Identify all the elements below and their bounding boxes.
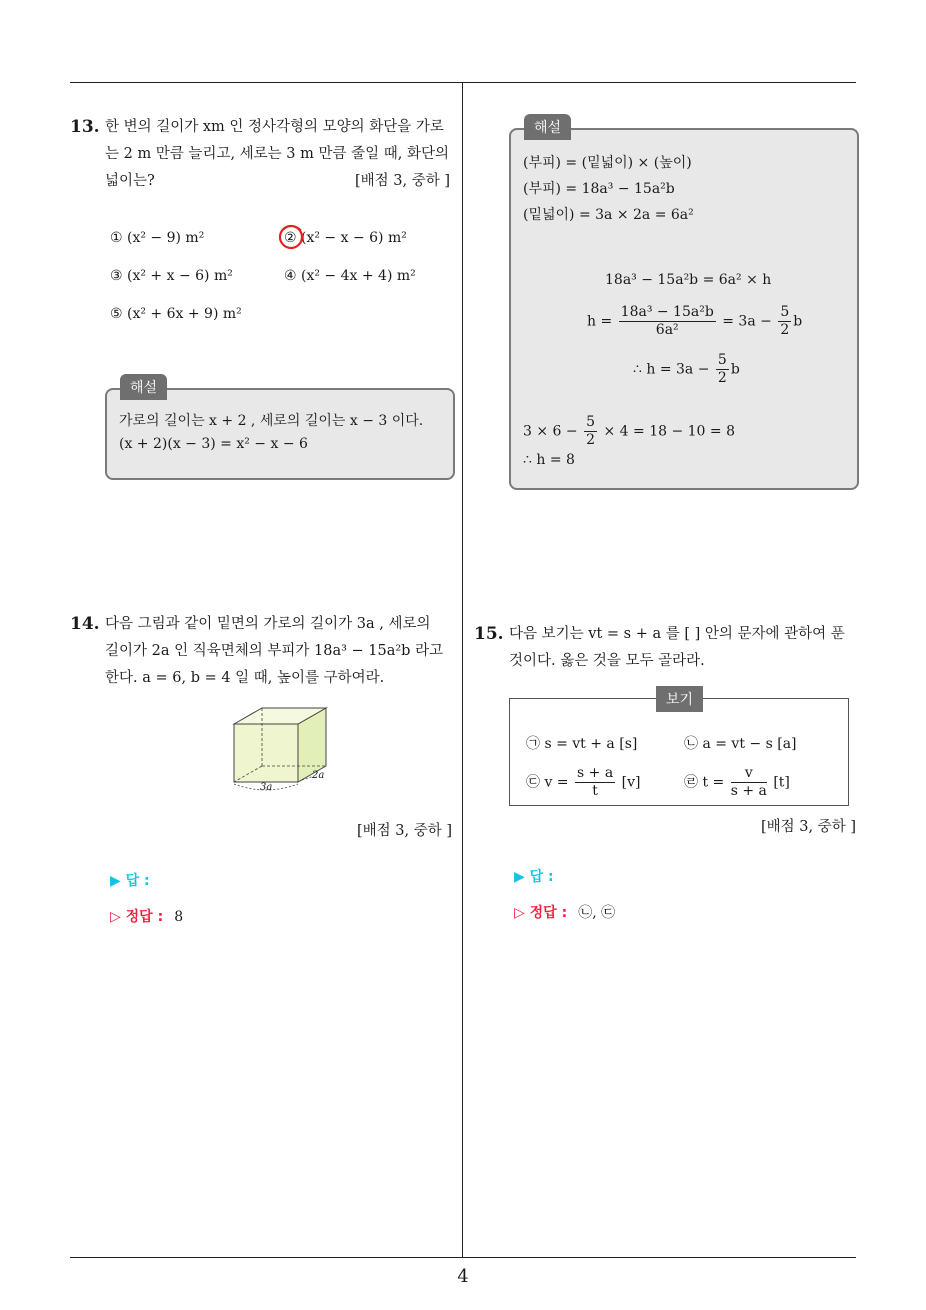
equation-part: h = [587, 313, 613, 330]
denominator: 2 [586, 432, 596, 448]
question-text-line: 넓이는? [105, 173, 155, 189]
score-label: [배점 3, 중하 ] [356, 823, 452, 839]
solution-box [105, 388, 455, 480]
answer-label: ▶ 답 : [110, 873, 150, 889]
equation [587, 304, 802, 339]
fraction [778, 304, 791, 339]
item-part: ㉣ t = [684, 774, 725, 791]
bogi-item [526, 765, 640, 800]
denominator: s + a [730, 783, 767, 799]
page-number: 4 [457, 1266, 469, 1287]
solution-line: (부피) = 18a³ − 15a²b [523, 181, 675, 197]
denominator: 2 [780, 322, 790, 338]
solution-tag: 해설 [120, 374, 167, 400]
correct-answer [514, 902, 615, 922]
score-label: [배점 3, 중하 ] [354, 173, 450, 189]
bogi-item: ㉡ a = vt − s [a] [684, 736, 797, 752]
fraction [575, 765, 615, 800]
equation: ∴ h = 8 [523, 452, 575, 468]
equation-part: ∴ h = 3a − [633, 361, 710, 378]
bottom-rule [70, 1257, 856, 1258]
answer-input[interactable] [180, 866, 440, 890]
cuboid-figure [228, 704, 338, 796]
top-rule [70, 82, 856, 83]
bogi-tag: 보기 [656, 686, 703, 712]
equation-part: 3 × 6 − [523, 423, 578, 440]
fraction [619, 304, 716, 339]
option-1[interactable]: ① (x² − 9) m² [110, 230, 205, 246]
item-part: ㉢ v = [526, 774, 569, 791]
score-label: [배점 3, 중하 ] [760, 819, 856, 835]
column-divider [462, 82, 463, 1258]
question-text-line: 는 2 m 만큼 늘리고, 세로는 3 m 만큼 줄일 때, 화단의 [105, 146, 449, 162]
fraction [716, 352, 729, 387]
bogi-box [509, 698, 849, 806]
bogi-item [684, 765, 790, 800]
equation-part: b [730, 361, 740, 378]
bogi-item: ㉠ s = vt + a [s] [526, 736, 638, 752]
question-text-line: 한다. a = 6, b = 4 일 때, 높이를 구하여라. [105, 670, 385, 686]
numerator: 18a³ − 15a²b [620, 304, 714, 320]
question-text-line: 다음 그림과 같이 밑면의 가로의 길이가 3a , 세로의 [105, 616, 431, 632]
correct-label: ▷ 정답 : [514, 905, 568, 921]
equation-part: b [793, 313, 803, 330]
solution-line: (x + 2)(x − 3) = x² − x − 6 [119, 436, 308, 452]
question-text-line: 길이가 2a 인 직육면체의 부피가 18a³ − 15a²b 라고 [105, 643, 444, 659]
fraction [584, 414, 597, 449]
solution-line: 가로의 길이는 x + 2 , 세로의 길이는 x − 3 이다. [119, 413, 424, 429]
fraction [731, 765, 767, 800]
numerator: 5 [586, 414, 596, 430]
denominator: 2 [717, 370, 727, 386]
correct-value: ㉡, ㉢ [578, 905, 616, 921]
equation [523, 414, 735, 449]
dimension-label: 3a [260, 782, 273, 793]
numerator: s + a [577, 765, 614, 781]
question-number: 14. [70, 614, 100, 634]
equation [633, 352, 740, 387]
option-2[interactable]: ② (x² − x − 6) m² [284, 230, 407, 246]
numerator: v [731, 765, 767, 783]
answer-input[interactable] [584, 862, 844, 886]
denominator: 6a² [655, 322, 679, 338]
correct-value: 8 [174, 909, 184, 925]
solution-tag: 해설 [524, 114, 571, 140]
equation: 18a³ − 15a²b = 6a² × h [605, 272, 772, 288]
dimension-label: 2a [312, 770, 325, 781]
question-text-line: 것이다. 옳은 것을 모두 골라라. [509, 653, 705, 669]
denominator: t [592, 783, 598, 799]
correct-answer [110, 906, 183, 926]
solution-line: (밑넓이) = 3a × 2a = 6a² [523, 207, 694, 223]
question-text-line: 한 변의 길이가 xm 인 정사각형의 모양의 화단을 가로 [105, 119, 444, 135]
correct-label: ▷ 정답 : [110, 909, 164, 925]
option-5[interactable]: ⑤ (x² + 6x + 9) m² [110, 306, 242, 322]
numerator: 5 [780, 304, 790, 320]
option-3[interactable]: ③ (x² + x − 6) m² [110, 268, 233, 284]
question-number: 15. [474, 624, 504, 644]
item-part: [v] [621, 774, 641, 791]
selected-answer-circle [277, 222, 307, 252]
numerator: 5 [717, 352, 727, 368]
solution-line: (부피) = (밑넓이) × (높이) [523, 155, 692, 171]
answer-label: ▶ 답 : [514, 869, 554, 885]
equation-part: × 4 = 18 − 10 = 8 [603, 423, 735, 440]
question-number: 13. [70, 117, 100, 137]
equation-part: = 3a − [722, 313, 772, 330]
option-4[interactable]: ④ (x² − 4x + 4) m² [284, 268, 416, 284]
solution-box [509, 128, 859, 490]
item-part: [t] [773, 774, 790, 791]
question-text-line: 다음 보기는 vt = s + a 를 [ ] 안의 문자에 관하여 푼 [509, 626, 845, 642]
